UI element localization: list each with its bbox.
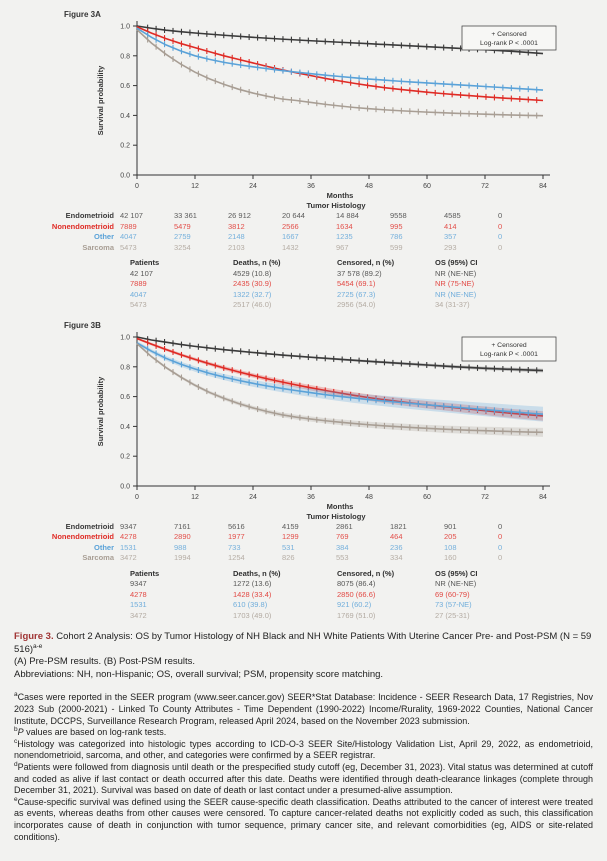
risk-count: 1977	[228, 532, 245, 541]
footnote-b: $^b$P values are based on log-rank tests.	[14, 726, 167, 738]
risk-count: 160	[444, 553, 457, 562]
y-tick-label: 0.6	[120, 83, 130, 91]
stats-value: 4529 (10.8)	[233, 268, 272, 278]
stats-value: 4047	[130, 289, 147, 299]
risk-row-label: Sarcoma	[82, 242, 114, 252]
risk-row-label: Other	[93, 232, 114, 241]
stats-value: 34 (31-37)	[435, 300, 470, 309]
risk-count: 4585	[444, 211, 461, 220]
x-tick-label: 36	[307, 183, 315, 190]
caption-line-1	[14, 631, 593, 656]
caption-title: Cohort 2 Analysis: OS by Tumor Histology of NH Black and NH White Patients With Uterine Cancer Pre- and Post-PSM (N = 59 516)	[14, 631, 592, 655]
risk-count: 20 644	[282, 211, 305, 220]
footnotes-block	[14, 692, 593, 843]
risk-count: 553	[336, 553, 349, 562]
y-tick-label: 1.0	[120, 334, 130, 341]
risk-count: 0	[498, 232, 503, 241]
risk-count: 464	[390, 532, 403, 541]
risk-count: 4159	[282, 521, 299, 531]
stats-column-header: OS (95%) CI	[435, 258, 478, 267]
stats-value: 2725 (67.3)	[337, 289, 376, 299]
stats-value: NR (NE-NE)	[435, 289, 477, 299]
stats-value: 2517 (46.0)	[233, 300, 272, 309]
caption-line-2: (A) Pre-PSM results. (B) Post-PSM results.	[14, 656, 196, 668]
km-chart-a	[0, 20, 607, 200]
stats-value: NR (NE-NE)	[435, 268, 477, 278]
risk-row-label: Endometrioid	[65, 211, 114, 220]
stats-value: 1531	[130, 600, 147, 609]
risk-count: 357	[444, 232, 457, 241]
x-axis-label: Months	[326, 191, 354, 200]
stats-value: 921 (60.2)	[337, 600, 372, 609]
risk-count: 4278	[120, 532, 137, 541]
y-tick-label: 0.0	[120, 172, 130, 180]
y-tick-label: 1.0	[120, 23, 130, 31]
risk-count: 1994	[174, 553, 191, 562]
stats-value: 9347	[130, 579, 147, 588]
y-axis-label: Survival probability	[96, 376, 105, 446]
y-tick-label: 0.8	[120, 363, 130, 371]
y-tick-label: 0.0	[120, 483, 130, 490]
stats-value: 2850 (66.6)	[337, 589, 376, 599]
stats-value: 7889	[130, 279, 147, 288]
y-tick-label: 0.6	[120, 393, 130, 401]
stats-column-header: Patients	[130, 258, 160, 267]
stats-value: 27 (25-31)	[435, 610, 470, 620]
risk-count: 7161	[174, 521, 191, 531]
footnote-marker: a	[14, 691, 18, 699]
risk-count: 0	[498, 542, 503, 552]
legend-censored-label: + Censored	[491, 341, 527, 349]
risk-count: 1254	[228, 553, 245, 562]
stats-value: 3472	[130, 610, 147, 620]
stats-value: 1322 (32.7)	[233, 289, 272, 299]
risk-row-label: Other	[93, 542, 114, 552]
risk-count: 293	[444, 242, 457, 252]
footnote-marker: d	[14, 760, 18, 768]
x-tick-label: 60	[423, 183, 431, 190]
risk-count: 2103	[228, 242, 245, 252]
stats-value: 610 (39.8)	[233, 600, 268, 609]
footnote-marker: b	[14, 726, 18, 734]
risk-row-label: Nonendometrioid	[51, 221, 114, 231]
footnote-e: $^e$Cause-specific survival was defined using the SEER cause-specific death classification. Deaths attributed to the cancer of interest were treated as events, whereas deaths from other causes were censored. To capture cancer-related deaths not explicitly coded as such, this classification incorporates cause of death in conjunction with tumor sequence, primary cancer site, and relevant comorbidities (eg, AIDS or site-related conditions).	[14, 795, 593, 842]
footnote-a: $^a$Cases were reported in the SEER program (www.seer.cancer.gov) SEER*Stat Database: Incidence - SEER Research Data, 17 Registries, Nov 2023 Sub (2000-2021) - Linked To County Attributes - Time Dependent (1990-2022) Income/Rurality, 1969-2022 Counties, National Cancer Institute, DCCPS, Surveillance Research Program, released April 2024, based on the November 2023 submission.	[14, 691, 593, 726]
risk-count: 995	[390, 221, 403, 231]
risk-count: 1531	[120, 542, 137, 552]
y-tick-label: 0.2	[120, 142, 130, 150]
footnote-italic-lead: P	[17, 727, 24, 738]
risk-count: 5616	[228, 521, 245, 531]
stats-value: NR (75-NE)	[435, 279, 475, 288]
footnote-d: $^d$Patients were followed from diagnosis until death or the prespecified study cutoff (eg, December 31, 2023). Vital status was determined at cutoff and coded as alive if last contact or death occurred after this date. Deaths were identified through death-clearance linkages (complete through December 31, 2021). Survival was based on date of death or last contact under a presumed-alive assumption.	[14, 760, 593, 796]
caption-label: Figure 3.	[14, 631, 54, 642]
stats-value: 2956 (54.0)	[337, 300, 376, 309]
x-tick-label: 0	[135, 493, 139, 501]
legend-censored-label: + Censored	[491, 31, 527, 38]
footnote-marker: c	[14, 737, 18, 745]
risk-count: 2148	[228, 232, 245, 241]
stats-column-header: Deaths, n (%)	[233, 568, 281, 578]
risk-count: 2566	[282, 221, 299, 231]
risk-count: 4047	[120, 232, 137, 241]
stats-value: 2435 (30.9)	[233, 279, 272, 288]
x-tick-label: 72	[481, 183, 489, 190]
risk-count: 3254	[174, 242, 191, 252]
y-tick-label: 0.8	[120, 53, 130, 61]
y-tick-label: 0.2	[120, 453, 130, 461]
x-tick-label: 48	[365, 493, 373, 501]
y-tick-label: 0.4	[120, 112, 130, 120]
risk-count: 826	[282, 553, 295, 562]
risk-row-label: Sarcoma	[82, 553, 114, 562]
risk-row-label: Endometrioid	[65, 521, 114, 531]
risk-count: 334	[390, 553, 403, 562]
risk-count: 236	[390, 542, 403, 552]
risk-count: 0	[498, 521, 503, 531]
risk-count: 1235	[336, 232, 353, 241]
risk-count: 3812	[228, 221, 245, 231]
risk-table-a-header: Tumor Histology	[306, 201, 366, 210]
risk-row-label: Nonendometrioid	[51, 532, 114, 541]
panel-b	[0, 321, 607, 622]
x-tick-label: 12	[191, 493, 199, 501]
risk-count: 1634	[336, 221, 353, 231]
risk-count: 733	[228, 542, 241, 552]
risk-count: 14 884	[336, 211, 359, 220]
risk-table-a	[0, 211, 607, 253]
risk-count: 33 361	[174, 211, 197, 220]
risk-count: 0	[498, 553, 503, 562]
risk-count: 9558	[390, 211, 407, 220]
risk-count: 1432	[282, 242, 299, 252]
risk-count: 7889	[120, 221, 137, 231]
stats-value: 1272 (13.6)	[233, 579, 272, 588]
km-chart-b	[0, 331, 607, 511]
stats-column-header: Censored, n (%)	[337, 568, 395, 578]
risk-count: 26 912	[228, 211, 251, 220]
panel-a-title: Figure 3A	[64, 10, 101, 19]
stats-value: 42 107	[130, 268, 153, 278]
legend-logrank-label: Log-rank P < .0001	[480, 40, 538, 47]
stats-value: NR (NE-NE)	[435, 579, 477, 588]
risk-table-b-header: Tumor Histology	[306, 511, 366, 521]
x-tick-label: 48	[365, 183, 373, 190]
risk-count: 414	[444, 221, 457, 231]
y-tick-label: 0.4	[120, 423, 130, 431]
caption-superscript: a-e	[33, 642, 43, 650]
stats-value: 73 (57-NE)	[435, 600, 472, 609]
risk-count: 786	[390, 232, 403, 241]
risk-count: 599	[390, 242, 403, 252]
risk-count: 901	[444, 521, 457, 531]
risk-count: 1667	[282, 232, 299, 241]
risk-count: 967	[336, 242, 349, 252]
x-tick-label: 84	[539, 183, 547, 190]
risk-count: 3472	[120, 553, 137, 562]
panel-a	[0, 10, 607, 311]
risk-count: 0	[498, 242, 503, 252]
x-tick-label: 84	[539, 493, 547, 501]
y-axis-label: Survival probability	[96, 65, 105, 136]
risk-count: 5479	[174, 221, 191, 231]
legend-logrank-label: Log-rank P < .0001	[480, 350, 538, 358]
risk-count: 384	[336, 542, 349, 552]
risk-count: 108	[444, 542, 457, 552]
stats-value: 1428 (33.4)	[233, 589, 272, 599]
stats-value: 1769 (51.0)	[337, 610, 376, 620]
x-tick-label: 36	[307, 493, 315, 501]
stats-column-header: Censored, n (%)	[337, 258, 395, 267]
stats-value: 5454 (69.1)	[337, 279, 376, 288]
caption-line-3: Abbreviations: NH, non-Hispanic; OS, overall survival; PSM, propensity score matching.	[14, 668, 384, 680]
x-tick-label: 12	[191, 183, 199, 190]
risk-count: 0	[498, 221, 503, 231]
risk-count: 988	[174, 542, 187, 552]
risk-count: 9347	[120, 521, 137, 531]
risk-count: 531	[282, 542, 295, 552]
risk-count: 2759	[174, 232, 191, 241]
figure-caption	[14, 631, 593, 681]
risk-table-b	[0, 522, 607, 564]
stats-table-b	[130, 569, 607, 622]
risk-count: 0	[498, 211, 503, 220]
x-tick-label: 60	[423, 493, 431, 501]
stats-column-header: Deaths, n (%)	[233, 258, 281, 267]
stats-column-header: Patients	[130, 568, 160, 578]
stats-table-a	[130, 258, 607, 311]
x-tick-label: 72	[481, 493, 489, 501]
risk-count: 42 107	[120, 211, 143, 220]
risk-count: 2890	[174, 532, 191, 541]
stats-value: 4278	[130, 589, 147, 599]
risk-count: 0	[498, 532, 503, 541]
x-axis-label: Months	[326, 501, 354, 511]
risk-count: 1299	[282, 532, 299, 541]
risk-count: 205	[444, 532, 457, 541]
stats-value: 1703 (49.0)	[233, 610, 272, 620]
risk-count: 769	[336, 532, 349, 541]
stats-value: 8075 (86.4)	[337, 579, 376, 588]
x-tick-label: 0	[135, 183, 139, 190]
risk-count: 1821	[390, 521, 407, 531]
stats-value: 37 578 (89.2)	[337, 268, 382, 278]
risk-count: 5473	[120, 242, 137, 252]
risk-count: 2861	[336, 521, 353, 531]
stats-value: 69 (60-79)	[435, 589, 470, 599]
footnote-c: $^c$Histology was categorized into histologic types according to ICD-O-3 SEER Site/Histology Validation List, April 29, 2022, as endometrioid, nonendometrioid, sarcoma, and other, and categories were confirmed by a SEER registrar.	[14, 737, 593, 761]
stats-column-header: OS (95%) CI	[435, 568, 478, 578]
footnote-marker: e	[14, 795, 18, 803]
x-tick-label: 24	[249, 183, 257, 190]
x-tick-label: 24	[249, 493, 257, 501]
stats-value: 5473	[130, 300, 147, 309]
panel-b-title: Figure 3B	[64, 320, 101, 330]
